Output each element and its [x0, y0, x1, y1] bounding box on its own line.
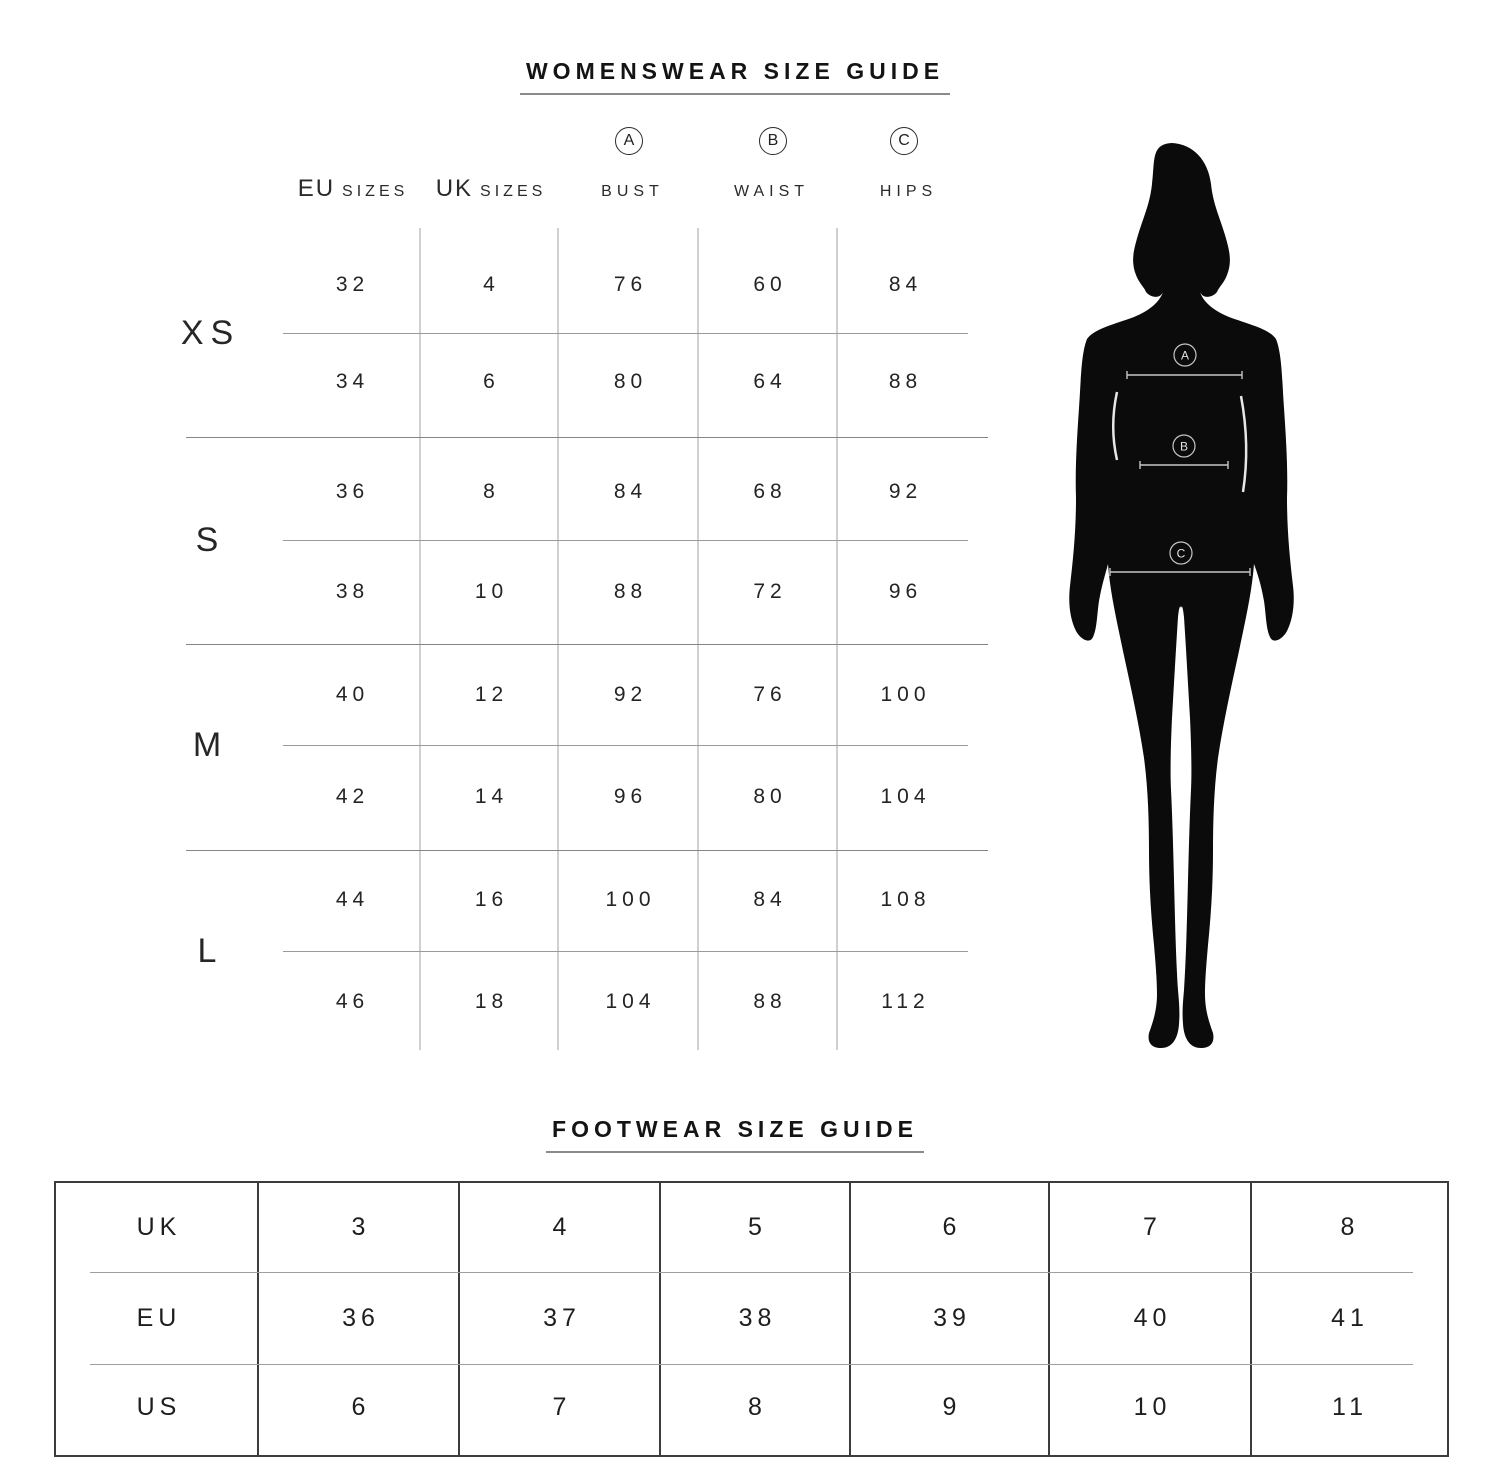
womenswear-title-wrap: [0, 58, 1470, 95]
womenswear-title: WOMENSWEAR SIZE GUIDE: [520, 58, 950, 95]
footwear-cell: 36: [342, 1304, 380, 1332]
footwear-row-divider: [90, 1272, 1413, 1273]
column-divider: [697, 228, 699, 1050]
woman-figure: [1055, 140, 1305, 1055]
table-row: [0, 271, 1000, 299]
footwear-row-eu: [56, 1300, 1447, 1336]
size-cell: 18: [474, 990, 509, 1013]
bust-header: BUST: [601, 183, 664, 200]
uk-header-sub-label: SIZES: [480, 183, 547, 200]
eu-sizes-header: [283, 175, 423, 203]
footwear-table: [54, 1181, 1449, 1457]
table-row: [0, 783, 1000, 811]
size-row-divider: [283, 745, 968, 746]
hips-marker-badge: [890, 127, 918, 155]
size-cell: 84: [753, 888, 787, 911]
footwear-cell: 8: [748, 1393, 767, 1421]
bust-marker-badge: [615, 127, 643, 155]
size-row-divider: [283, 333, 968, 334]
column-divider: [557, 228, 559, 1050]
hips-marker-letter: C: [898, 132, 910, 149]
size-cell: 80: [613, 370, 648, 393]
size-cell: 38: [335, 580, 370, 603]
size-cell: 112: [881, 990, 930, 1013]
footwear-cell: 38: [738, 1304, 777, 1332]
footwear-cell: 39: [933, 1304, 971, 1332]
size-cell: 76: [613, 273, 648, 296]
size-cell: 72: [753, 580, 787, 603]
footwear-row-label: UK: [136, 1213, 182, 1241]
table-row: [0, 368, 1000, 396]
footwear-cell: 37: [543, 1304, 581, 1332]
size-label-xs: XS: [180, 314, 241, 352]
footwear-cell: 4: [552, 1213, 572, 1241]
size-label-l: L: [197, 932, 224, 970]
size-cell: 96: [888, 580, 923, 603]
size-cell: 40: [335, 683, 370, 706]
waist-marker-badge: [759, 127, 787, 155]
eu-header-label: EU: [297, 175, 336, 202]
size-row-divider: [283, 540, 968, 541]
footwear-cell: 3: [351, 1213, 371, 1241]
size-cell: 104: [605, 990, 656, 1013]
size-cell: 12: [474, 683, 509, 706]
size-cell: 10: [474, 580, 509, 603]
footwear-cell: 41: [1331, 1304, 1369, 1332]
column-divider: [419, 228, 421, 1050]
table-row: [0, 478, 1000, 506]
size-cell: 96: [613, 785, 648, 808]
size-cell: 68: [753, 480, 787, 503]
size-cell: 14: [474, 785, 509, 808]
size-cell: 4: [483, 273, 500, 296]
size-cell: 84: [613, 480, 648, 503]
footwear-row-us: [56, 1389, 1447, 1425]
footwear-row-label: US: [136, 1393, 182, 1421]
footwear-title: FOOTWEAR SIZE GUIDE: [546, 1116, 924, 1153]
size-cell: 64: [753, 370, 787, 393]
size-cell: 88: [753, 990, 787, 1013]
table-row: [0, 578, 1000, 606]
size-cell: 108: [880, 888, 931, 911]
size-cell: 88: [613, 580, 648, 603]
size-cell: 36: [335, 480, 370, 503]
size-label-m: M: [192, 726, 229, 764]
figure-waist-letter: B: [1179, 439, 1189, 454]
woman-silhouette: [1069, 143, 1294, 1048]
size-cell: 100: [605, 888, 656, 911]
size-cell: 92: [613, 683, 648, 706]
footwear-row-label: EU: [136, 1304, 182, 1332]
footwear-cell: 6: [351, 1393, 371, 1421]
footwear-cell: 9: [942, 1393, 962, 1421]
size-group-divider: [186, 437, 988, 438]
size-cell: 88: [888, 370, 923, 393]
size-cell: 80: [753, 785, 787, 808]
footwear-cell: 8: [1340, 1213, 1360, 1241]
footwear-row-divider: [90, 1364, 1413, 1365]
footwear-cell: 7: [552, 1393, 572, 1421]
uk-header-label: UK: [435, 175, 474, 202]
footwear-cell: 40: [1133, 1304, 1172, 1332]
column-divider: [836, 228, 838, 1050]
size-cell: 8: [483, 480, 500, 503]
table-row: [0, 681, 1000, 709]
footwear-cell: 7: [1143, 1213, 1162, 1241]
size-cell: 16: [474, 888, 509, 911]
figure-hips-letter: C: [1176, 546, 1186, 561]
footwear-cell: 11: [1332, 1393, 1368, 1421]
size-cell: 84: [888, 273, 923, 296]
size-cell: 34: [335, 370, 370, 393]
size-cell: 60: [753, 273, 787, 296]
table-row: [0, 988, 1000, 1016]
eu-header-sub-label: SIZES: [342, 183, 409, 200]
uk-sizes-header: [421, 175, 561, 203]
size-row-divider: [283, 951, 968, 952]
hips-header: HIPS: [879, 183, 938, 200]
footwear-cell: 5: [748, 1213, 767, 1241]
size-cell: 104: [880, 785, 931, 808]
size-cell: 32: [335, 273, 370, 296]
size-cell: 6: [483, 370, 500, 393]
table-row: [0, 886, 1000, 914]
waist-header: WAIST: [733, 183, 810, 200]
size-cell: 92: [888, 480, 923, 503]
size-group-divider: [186, 850, 988, 851]
size-cell: 100: [880, 683, 931, 706]
size-cell: 76: [753, 683, 787, 706]
figure-bust-letter: A: [1180, 348, 1190, 363]
footwear-row-uk: [56, 1209, 1447, 1245]
footwear-title-wrap: [0, 1116, 1470, 1153]
size-group-divider: [186, 644, 988, 645]
waist-marker-letter: B: [767, 132, 779, 149]
size-cell: 42: [335, 785, 370, 808]
size-cell: 46: [335, 990, 370, 1013]
bust-marker-letter: A: [623, 132, 635, 149]
footwear-cell: 10: [1133, 1393, 1172, 1421]
size-cell: 44: [335, 888, 370, 911]
footwear-cell: 6: [942, 1213, 962, 1241]
size-label-s: S: [195, 521, 226, 559]
